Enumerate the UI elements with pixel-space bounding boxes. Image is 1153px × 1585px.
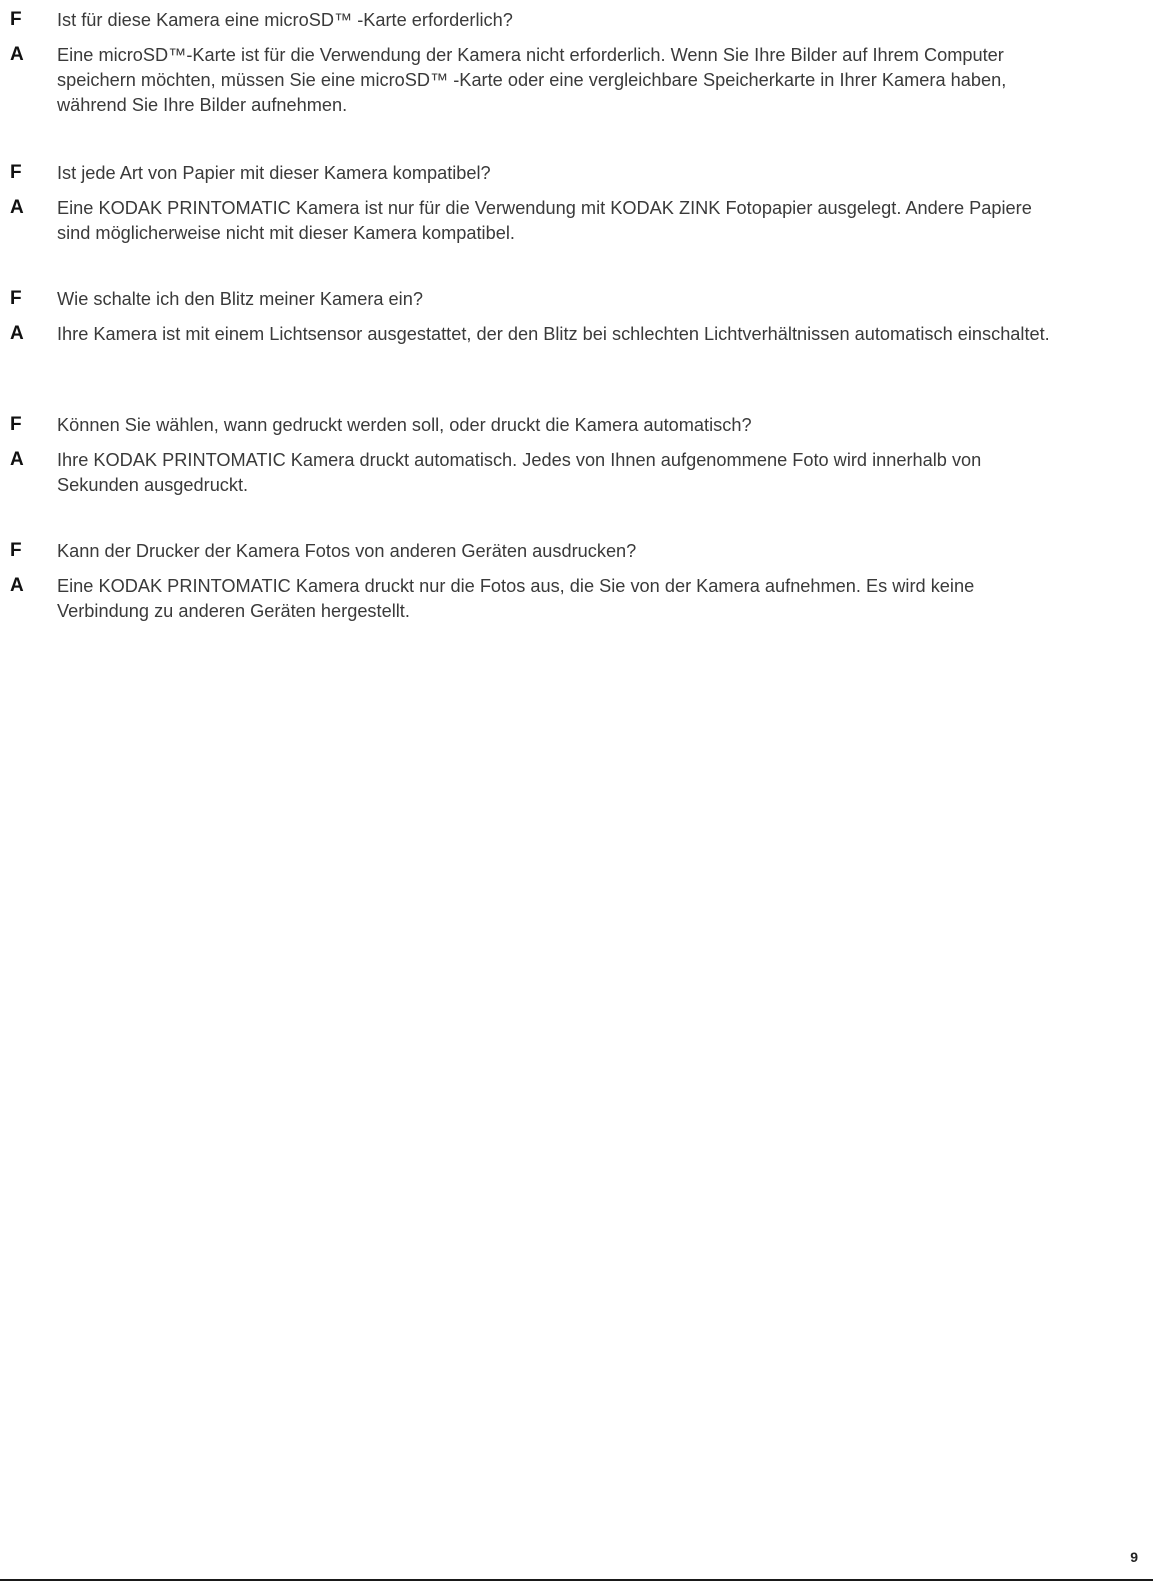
question-text: Wie schalte ich den Blitz meiner Kamera ein? [57, 289, 423, 309]
bottom-rule [0, 1579, 1153, 1581]
answer-marker: A [10, 449, 24, 470]
question-marker: F [10, 540, 22, 561]
answer-marker: A [10, 323, 24, 344]
question-marker: F [10, 162, 22, 183]
question-marker: F [10, 414, 22, 435]
page-number: 9 [1130, 1549, 1138, 1565]
answer-text: Ihre KODAK PRINTOMATIC Kamera druckt automatisch. Jedes von Ihnen aufgenommene Foto wird innerhalb von Sekunden ausgedruckt. [57, 450, 982, 495]
question-text: Können Sie wählen, wann gedruckt werden soll, oder druckt die Kamera automatisch? [57, 415, 752, 435]
answer-text: Eine KODAK PRINTOMATIC Kamera druckt nur die Fotos aus, die Sie von der Kamera aufnehmen. Es wird keine Verbindung zu anderen Geräten hergestellt. [57, 576, 975, 621]
question-marker: F [10, 9, 22, 30]
answer-text: Eine microSD™-Karte ist für die Verwendung der Kamera nicht erforderlich. Wenn Sie Ihre Bilder auf Ihrem Computer speichern möchten, müssen Sie eine microSD™ -Karte oder eine vergleichbare Speicherkarte in Ihrer Kamera haben, während Sie Ihre Bilder aufnehmen. [57, 45, 1007, 115]
answer-text: Eine KODAK PRINTOMATIC Kamera ist nur für die Verwendung mit KODAK ZINK Fotopapier ausgelegt. Andere Papiere sind möglicherweise nicht mit dieser Kamera kompatibel. [57, 198, 1032, 243]
answer-marker: A [10, 575, 24, 596]
question-marker: F [10, 288, 22, 309]
answer-marker: A [10, 44, 24, 65]
answer-marker: A [10, 197, 24, 218]
question-text: Kann der Drucker der Kamera Fotos von anderen Geräten ausdrucken? [57, 541, 637, 561]
question-text: Ist jede Art von Papier mit dieser Kamera kompatibel? [57, 163, 491, 183]
question-text: Ist für diese Kamera eine microSD™ -Karte erforderlich? [57, 10, 513, 30]
answer-text: Ihre Kamera ist mit einem Lichtsensor ausgestattet, der den Blitz bei schlechten Lichtverhältnissen automatisch einschaltet. [57, 324, 1050, 344]
